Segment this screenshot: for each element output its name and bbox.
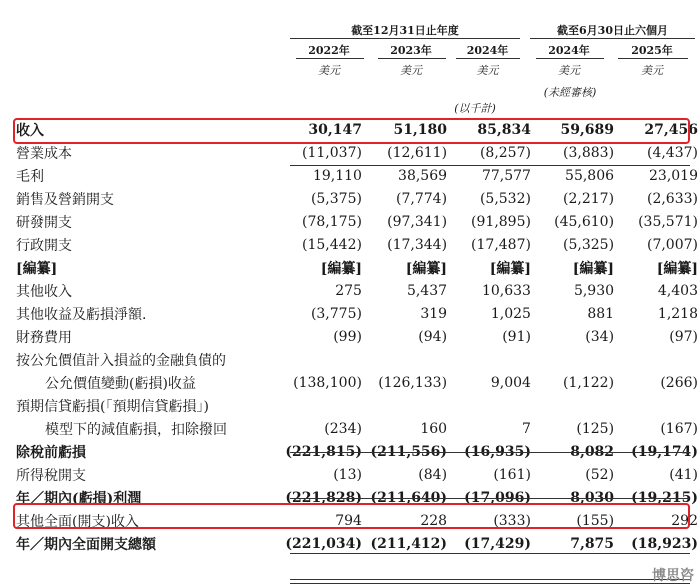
row-value: (52): [585, 466, 615, 483]
row-value: 160: [420, 420, 448, 437]
row-value: [編纂]: [489, 260, 531, 277]
row-value: (138,100): [293, 374, 362, 391]
row-value: [364, 394, 449, 417]
row-value: (35,571): [638, 213, 698, 230]
row-value: (18,923): [631, 535, 698, 552]
row-label: 年／期內(虧損)利潤: [16, 490, 142, 507]
year-header-3: 2024年: [548, 44, 590, 57]
row-value: 1,218: [657, 305, 698, 322]
row-value: 8,030: [570, 489, 615, 506]
table-row: [13, 509, 700, 532]
table-row: [13, 164, 700, 187]
row-value: (99): [333, 328, 362, 345]
row-value: (7,774): [396, 190, 448, 207]
year-underline-4: [618, 58, 688, 59]
row-value: [編纂]: [405, 260, 448, 277]
rule-under-cost: [290, 165, 690, 166]
row-label: 除稅前虧損: [16, 444, 86, 461]
row-value: 7: [522, 420, 531, 437]
row-value: 85,834: [477, 121, 531, 138]
income-statement-table: [13, 118, 700, 555]
rule-under-other-items: [290, 452, 690, 453]
currency-1: 美元: [400, 64, 422, 77]
table-row: [13, 279, 700, 302]
row-value: (5,375): [310, 190, 362, 207]
row-value: (155): [576, 512, 615, 529]
row-value: (45,610): [554, 213, 615, 230]
row-label: 預期信貸虧損(「預期信貸虧損」): [16, 398, 209, 415]
year-header-2: 2024年: [466, 44, 509, 57]
year-underline-2: [456, 58, 520, 59]
row-value: (17,096): [464, 489, 531, 506]
row-value: (333): [493, 512, 531, 529]
row-value: (34): [585, 328, 615, 345]
row-value: [449, 394, 533, 417]
row-value: (2,633): [646, 190, 698, 207]
row-value: 275: [335, 282, 362, 299]
row-label: 按公允價值計入損益的金融負債的: [16, 352, 226, 369]
row-value: [533, 348, 616, 371]
row-value: 881: [587, 305, 615, 322]
row-value: (3,883): [563, 144, 615, 161]
row-value: (97,341): [387, 213, 448, 230]
period-half-underline: [530, 38, 695, 39]
row-value: (126,133): [378, 374, 448, 391]
row-value: 10,633: [481, 282, 531, 299]
row-value: (4,437): [646, 144, 698, 161]
row-value: 19,110: [312, 167, 362, 184]
row-value: (1,122): [563, 374, 615, 391]
unaudited-note: (未經審核): [543, 86, 597, 99]
row-value: (19,174): [631, 443, 698, 460]
row-value: (161): [493, 466, 531, 483]
row-value: 5,437: [406, 282, 448, 299]
row-value: 51,180: [393, 121, 448, 138]
year-header-1: 2023年: [390, 44, 432, 57]
row-label: 財務費用: [16, 329, 72, 346]
row-label: [編纂]: [16, 260, 58, 277]
table-row: [13, 233, 700, 256]
currency-2: 美元: [476, 64, 499, 77]
row-value: (97): [669, 328, 698, 345]
year-underline-1: [378, 58, 446, 59]
row-value: (11,037): [302, 144, 362, 161]
table-row: [13, 394, 700, 417]
row-value: [編纂]: [656, 260, 698, 277]
row-value: 228: [420, 512, 448, 529]
row-value: (211,412): [370, 535, 448, 552]
row-value: 55,806: [565, 167, 615, 184]
double-rule-total: [290, 579, 690, 584]
row-value: [616, 348, 700, 371]
row-label: 研發開支: [16, 214, 72, 231]
row-value: (2,217): [563, 190, 615, 207]
row-label: 其他全面(開支)收入: [16, 513, 139, 530]
row-value: (41): [669, 466, 698, 483]
table-row: [13, 118, 700, 141]
row-value: [編纂]: [320, 260, 362, 277]
row-label: 公允價值變動(虧損)收益: [45, 375, 196, 392]
row-value: 1,025: [490, 305, 531, 322]
row-value: (78,175): [302, 213, 362, 230]
row-label: 收入: [16, 122, 44, 139]
row-value: [279, 394, 364, 417]
table-row: [13, 187, 700, 210]
row-value: (84): [418, 466, 448, 483]
table-row: [13, 417, 700, 440]
row-label: 模型下的減值虧損，扣除撥回: [45, 421, 227, 438]
row-value: [616, 394, 700, 417]
row-value: (221,815): [285, 443, 362, 460]
row-value: 4,403: [657, 282, 698, 299]
table-row: [13, 141, 700, 164]
row-value: 77,577: [481, 167, 531, 184]
row-value: (3,775): [310, 305, 362, 322]
row-value: [279, 348, 364, 371]
currency-4: 美元: [641, 64, 663, 77]
row-value: [364, 348, 449, 371]
table-row: [13, 325, 700, 348]
row-value: [533, 394, 616, 417]
currency-0: 美元: [318, 64, 340, 77]
row-value: (17,429): [464, 535, 531, 552]
year-underline-3: [536, 58, 604, 59]
row-value: 292: [671, 512, 698, 529]
row-value: (19,215): [631, 489, 698, 506]
row-value: (17,487): [471, 236, 531, 253]
row-value: (91): [502, 328, 531, 345]
unit-note: (以千計): [454, 102, 496, 115]
year-header-4: 2025年: [631, 44, 673, 57]
period-year-underline: [290, 38, 520, 39]
row-value: (211,556): [370, 443, 448, 460]
table-row: [13, 532, 700, 555]
row-value: [編纂]: [572, 260, 615, 277]
table-row: [13, 302, 700, 325]
row-label: 毛利: [16, 168, 44, 185]
row-label: 所得稅開支: [16, 467, 86, 484]
table-row: [13, 463, 700, 486]
row-label: 其他收入: [16, 283, 72, 300]
row-value: (16,935): [464, 443, 531, 460]
row-label: 其他收益及虧損淨額.: [16, 306, 147, 323]
row-value: (167): [660, 420, 698, 437]
currency-3: 美元: [558, 64, 580, 77]
row-value: 23,019: [649, 167, 698, 184]
watermark-text: 博思咨: [652, 568, 694, 584]
row-value: (125): [576, 420, 615, 437]
row-value: (8,257): [479, 144, 531, 161]
row-value: (5,532): [479, 190, 531, 207]
period-year-header: 截至12月31日止年度: [351, 24, 459, 37]
row-value: (7,007): [646, 236, 698, 253]
table-row: [13, 210, 700, 233]
row-label: 行政開支: [16, 237, 72, 254]
row-value: 8,082: [570, 443, 615, 460]
row-value: 27,456: [644, 121, 698, 138]
row-value: 794: [335, 512, 362, 529]
row-value: (5,325): [563, 236, 615, 253]
row-value: 59,689: [560, 121, 615, 138]
row-value: 38,569: [398, 167, 448, 184]
row-value: (211,640): [370, 489, 448, 506]
table-row: [13, 371, 700, 394]
row-value: 9,004: [490, 374, 531, 391]
row-value: 5,930: [573, 282, 615, 299]
row-value: (266): [660, 374, 698, 391]
period-half-header: 截至6月30日止六個月: [557, 24, 668, 37]
row-value: (91,895): [471, 213, 531, 230]
row-value: (13): [333, 466, 362, 483]
row-label: 年／期內全面開支總額: [16, 536, 156, 553]
row-value: (17,344): [387, 236, 448, 253]
year-underline-0: [296, 58, 364, 59]
year-header-0: 2022年: [308, 44, 350, 57]
row-value: (15,442): [302, 236, 362, 253]
row-label: 銷售及營銷開支: [16, 191, 114, 208]
table-row: [13, 348, 700, 371]
row-value: (221,828): [285, 489, 362, 506]
row-value: (94): [418, 328, 448, 345]
row-value: 319: [420, 305, 448, 322]
row-value: 30,147: [308, 121, 362, 138]
row-value: (12,611): [387, 144, 448, 161]
table-row: [13, 256, 700, 279]
row-value: [449, 348, 533, 371]
rule-under-tax: [290, 498, 690, 499]
row-label: 營業成本: [16, 145, 72, 162]
row-value: 7,875: [570, 535, 615, 552]
row-value: (234): [324, 420, 362, 437]
row-value: (221,034): [285, 535, 362, 552]
rule-under-oci: [290, 553, 690, 554]
